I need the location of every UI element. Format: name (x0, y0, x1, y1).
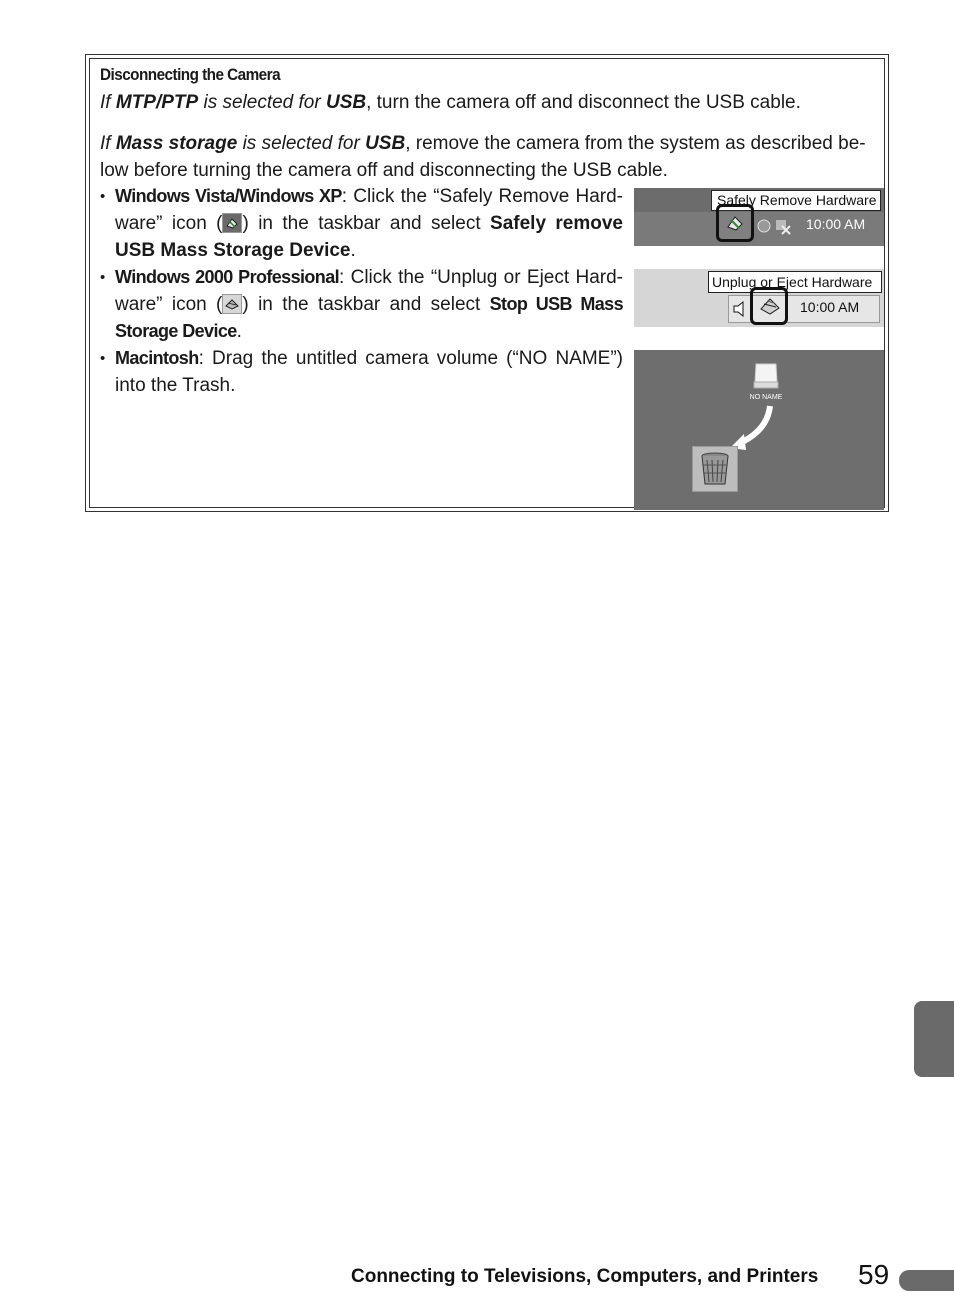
note-box (85, 54, 889, 512)
network-icon (756, 216, 792, 236)
mac-desktop-illustration (634, 350, 884, 510)
clock: 10:00 AM (806, 216, 866, 232)
highlight-ring (750, 287, 788, 325)
list-item: • Macintosh: Drag the untitled camera volume (“NO NAME”) into the Trash. (100, 345, 623, 399)
speaker-icon (732, 299, 750, 319)
paragraph-mass-storage: If Mass storage is selected for USB, remove the camera from the system as described be-low before turning the camera off and disconnecting the USB cable. (100, 133, 866, 181)
volume-label: NO NAME (749, 394, 783, 401)
list-item: • Windows Vista/Windows XP: Click the “Safely Remove Hard-ware” icon ( ) in the taskbar and select Safely remove USB Mass Storage Device. (100, 183, 623, 264)
xp-taskbar-illustration (634, 188, 884, 246)
instruction-list (100, 183, 623, 399)
footer-section-title: Connecting to Televisions, Computers, and Printers (351, 1266, 819, 1287)
paragraph-mtp: If MTP/PTP is selected for USB, turn the camera off and disconnect the USB cable. (100, 92, 801, 113)
trash-icon (699, 451, 731, 487)
w2000-taskbar-illustration (634, 269, 884, 327)
list-item: • Windows 2000 Professional: Click the “Unplug or Eject Hard-ware” icon ( ) in the taskbar and select Stop USB Mass Storage Device. (100, 264, 623, 345)
note-title: Disconnecting the Camera (100, 65, 281, 84)
safely-remove-hardware-icon (222, 213, 242, 233)
note-box-inner (89, 58, 885, 508)
footer-tab (899, 1270, 954, 1291)
page-number: 59 (858, 1259, 890, 1290)
trash-icon-tile (692, 446, 738, 492)
unplug-eject-hardware-icon (222, 294, 242, 314)
clock: 10:00 AM (800, 299, 860, 315)
tooltip: Unplug or Eject Hardware (708, 271, 882, 293)
volume-icon (751, 362, 781, 390)
highlight-ring (716, 204, 754, 242)
tooltip: Safely Remove Hardware (711, 190, 881, 211)
chapter-tab (914, 1001, 954, 1077)
